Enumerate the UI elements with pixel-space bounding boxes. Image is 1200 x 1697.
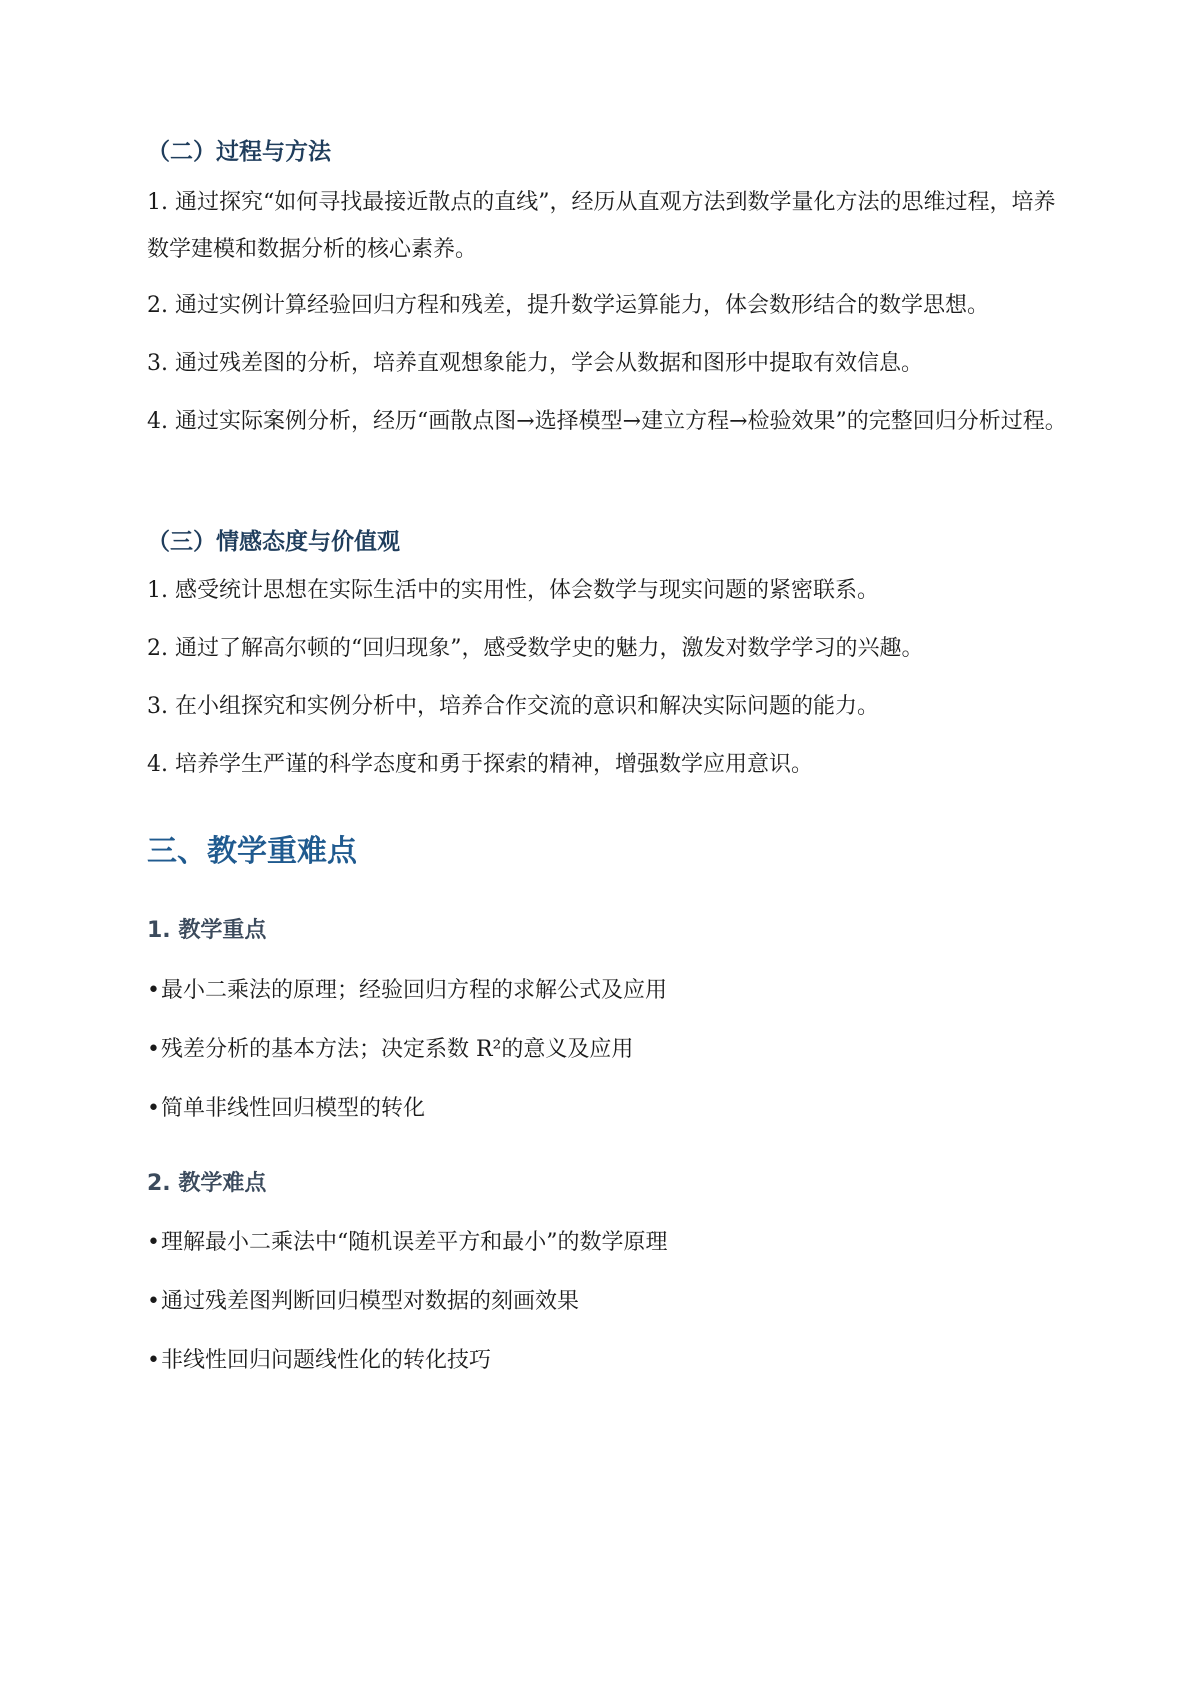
bullet-dot: • [147,1348,160,1373]
emotion-item-2: 2. 通过了解高尔顿的“回归现象”，感受数学史的魅力，激发对数学学习的兴趣。 [147,636,924,661]
bullet-dot: • [147,978,160,1003]
section-title: 三、教学重难点 [147,834,357,869]
process-methods-heading: （二）过程与方法 [147,139,331,165]
key-point-bullet [147,1091,425,1122]
bullet-dot: • [147,1037,160,1062]
key-point-bullet [147,1032,633,1063]
process-item-3: 3. 通过残差图的分析，培养直观想象能力，学会从数据和图形中提取有效信息。 [147,351,923,376]
bullet-dot: • [147,1096,160,1121]
key-point-text: 最小二乘法的原理；经验回归方程的求解公式及应用 [161,978,668,1003]
difficult-points-heading: 2. 教学难点 [147,1171,267,1196]
emotion-item-1: 1. 感受统计思想在实际生活中的实用性，体会数学与现实问题的紧密联系。 [147,578,879,603]
emotion-values-heading: （三）情感态度与价值观 [147,529,400,555]
process-item-4: 4. 通过实际案例分析，经历“画散点图→选择模型→建立方程→检验效果”的完整回归分析过程。 [147,409,1067,434]
difficult-point-bullet [147,1284,579,1315]
difficult-point-bullet [147,1343,491,1374]
emotion-item-3: 3. 在小组探究和实例分析中，培养合作交流的意识和解决实际问题的能力。 [147,694,879,719]
key-points-heading: 1. 教学重点 [147,918,267,943]
difficult-point-text: 通过残差图判断回归模型对数据的刻画效果 [161,1289,580,1314]
process-item-2: 2. 通过实例计算经验回归方程和残差，提升数学运算能力，体会数形结合的数学思想。 [147,293,989,318]
key-point-text: 简单非线性回归模型的转化 [161,1096,426,1121]
difficult-point-text: 理解最小二乘法中“随机误差平方和最小”的数学原理 [161,1230,668,1255]
bullet-dot: • [147,1230,160,1255]
difficult-point-text: 非线性回归问题线性化的转化技巧 [161,1348,492,1373]
bullet-dot: • [147,1289,160,1314]
difficult-point-bullet [147,1225,668,1256]
process-item-1: 1. 通过探究“如何寻找最接近散点的直线”，经历从直观方法到数学量化方法的思维过程，培养数学建模和数据分析的核心素养。 [147,190,1056,262]
emotion-item-4: 4. 培养学生严谨的科学态度和勇于探索的精神，增强数学应用意识。 [147,752,813,777]
key-point-bullet [147,973,667,1004]
key-point-text: 残差分析的基本方法；决定系数 R²的意义及应用 [161,1037,634,1062]
